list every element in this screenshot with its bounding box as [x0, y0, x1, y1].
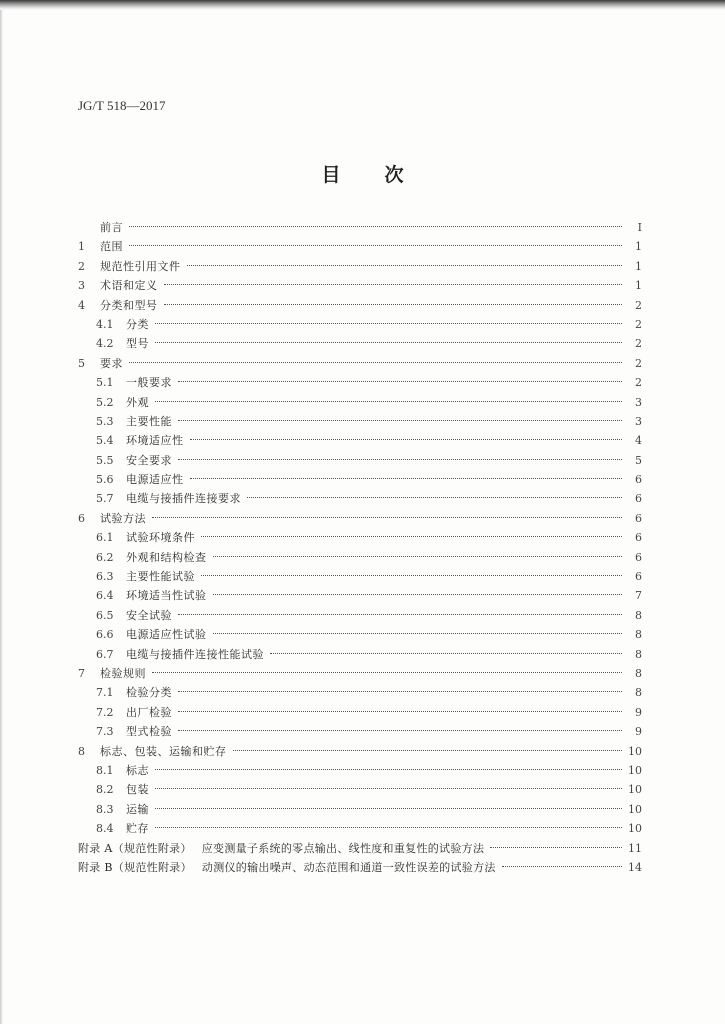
- dot-leader: [155, 401, 622, 402]
- toc-entry-number: 5.1: [96, 376, 114, 390]
- toc-entry[interactable]: [78, 373, 642, 392]
- dot-leader: [190, 478, 623, 479]
- toc-entry[interactable]: [78, 683, 642, 702]
- dot-leader: [152, 517, 622, 518]
- dot-leader: [155, 323, 622, 324]
- toc-entry-page: 8: [635, 608, 642, 622]
- toc-entry-page: Ⅰ: [637, 221, 642, 234]
- dot-leader: [129, 245, 622, 246]
- dot-leader: [187, 265, 623, 266]
- dot-leader: [270, 653, 622, 654]
- dot-leader: [490, 847, 622, 848]
- toc-entry[interactable]: [78, 761, 642, 780]
- toc-entry-number: 2: [78, 259, 85, 273]
- dot-leader: [213, 633, 623, 634]
- page-title: 目次: [321, 164, 448, 186]
- toc-entry-label: 型号: [126, 337, 149, 351]
- toc-entry-label: 主要性能试验: [126, 570, 195, 584]
- toc-entry-page: 6: [635, 570, 642, 584]
- toc-entry-label: 安全试验: [126, 608, 172, 622]
- toc-entry[interactable]: [78, 393, 642, 412]
- dot-leader: [155, 769, 622, 770]
- toc-entry-page: 10: [628, 783, 642, 797]
- toc-entry-number: 6.5: [96, 608, 114, 622]
- toc-entry-number: 6.1: [96, 531, 114, 545]
- toc-entry[interactable]: [78, 548, 642, 567]
- toc-entry-label: 一般要求: [126, 376, 172, 390]
- toc-entry-label: 电源适应性试验: [126, 628, 207, 642]
- toc-entry-number: 8.2: [96, 783, 114, 797]
- toc-entry[interactable]: [78, 276, 642, 295]
- appendix-prefix: 附录 B（规范性附录）: [78, 860, 192, 874]
- toc-entry-label: 主要性能: [126, 414, 172, 428]
- toc-entry-number: 5.6: [96, 473, 114, 487]
- toc-entry[interactable]: [78, 489, 642, 508]
- toc-entry-page: 14: [628, 860, 642, 874]
- toc-entry-label: 环境适当性试验: [126, 589, 207, 603]
- toc-entry[interactable]: [78, 412, 642, 431]
- toc-entry[interactable]: [78, 625, 642, 644]
- toc-appendix-entry[interactable]: [78, 839, 642, 858]
- toc-entry-number: 1: [78, 240, 85, 254]
- toc-entry-page: 6: [635, 473, 642, 487]
- toc-entry-page: 8: [635, 666, 642, 680]
- dot-leader: [129, 362, 622, 363]
- toc-entry-page: 10: [628, 802, 642, 816]
- toc-entry-number: 5: [78, 356, 85, 370]
- toc-entry-label: 标志: [126, 763, 149, 777]
- toc-entry-label: 检验分类: [126, 686, 172, 700]
- dot-leader: [178, 420, 622, 421]
- toc-entry-number: 7.1: [96, 686, 114, 700]
- toc-entry[interactable]: [78, 237, 642, 256]
- toc-entry-number: 8.3: [96, 802, 114, 816]
- appendix-prefix: 附录 A（规范性附录）: [78, 841, 192, 855]
- toc-entry-number: 5.4: [96, 434, 114, 448]
- dot-leader: [233, 750, 623, 751]
- dot-leader: [129, 226, 622, 227]
- dot-leader: [178, 614, 622, 615]
- toc-entry-page: 2: [635, 376, 642, 390]
- toc-entry-number: 3: [78, 279, 85, 293]
- toc-entry-label: 贮存: [126, 822, 149, 836]
- toc-entry[interactable]: [78, 218, 642, 237]
- toc-entry-page: 4: [635, 434, 642, 448]
- table-of-contents: [78, 218, 642, 877]
- toc-entry-label: 型式检验: [126, 725, 172, 739]
- toc-entry-number: 8.4: [96, 822, 114, 836]
- toc-entry-label: 范围: [100, 240, 123, 254]
- toc-entry-number: 6: [78, 511, 85, 525]
- toc-entry[interactable]: [78, 780, 642, 799]
- toc-entry-page: 9: [635, 705, 642, 719]
- toc-entry-page: 3: [635, 414, 642, 428]
- dot-leader: [155, 808, 622, 809]
- toc-entry-page: 2: [635, 298, 642, 312]
- toc-entry-label: 规范性引用文件: [100, 259, 181, 273]
- appendix-title: 动测仪的输出噪声、动态范围和通道一致性误差的试验方法: [201, 860, 496, 874]
- toc-entry[interactable]: [78, 431, 642, 450]
- toc-entry-page: 8: [635, 628, 642, 642]
- toc-entry[interactable]: [78, 722, 642, 741]
- toc-entry-page: 1: [635, 259, 642, 273]
- dot-leader: [213, 556, 623, 557]
- toc-entry[interactable]: [78, 354, 642, 373]
- dot-leader: [155, 788, 622, 789]
- toc-entry[interactable]: [78, 257, 642, 276]
- toc-entry-number: 7.2: [96, 705, 114, 719]
- toc-entry[interactable]: [78, 586, 642, 605]
- toc-entry-page: 2: [635, 317, 642, 331]
- toc-entry-label: 试验环境条件: [126, 531, 195, 545]
- toc-entry-page: 8: [635, 647, 642, 661]
- toc-entry-label: 外观: [126, 395, 149, 409]
- toc-entry-label: 要求: [100, 356, 123, 370]
- toc-entry[interactable]: [78, 703, 642, 722]
- scan-edge-top: [0, 0, 725, 10]
- toc-entry-number: 4.1: [96, 317, 114, 331]
- toc-entry[interactable]: [78, 645, 642, 664]
- toc-entry-number: 6.3: [96, 570, 114, 584]
- toc-entry-page: 2: [635, 356, 642, 370]
- toc-entry-number: 5.7: [96, 492, 114, 506]
- toc-entry[interactable]: [78, 742, 642, 761]
- dot-leader: [178, 711, 622, 712]
- toc-entry-page: 5: [635, 453, 642, 467]
- dot-leader: [178, 459, 622, 460]
- dot-leader: [247, 497, 622, 498]
- dot-leader: [164, 304, 623, 305]
- toc-entry-number: 6.6: [96, 628, 114, 642]
- toc-entry-label: 环境适应性: [126, 434, 184, 448]
- toc-entry[interactable]: [78, 567, 642, 586]
- toc-entry-label: 分类: [126, 317, 149, 331]
- toc-entry-label: 试验方法: [100, 511, 146, 525]
- toc-entry-label: 运输: [126, 802, 149, 816]
- dot-leader: [152, 672, 622, 673]
- dot-leader: [155, 342, 622, 343]
- toc-entry-number: 7: [78, 666, 85, 680]
- toc-entry[interactable]: [78, 315, 642, 334]
- toc-entry[interactable]: [78, 819, 642, 838]
- toc-entry[interactable]: [78, 296, 642, 315]
- toc-entry-page: 10: [628, 763, 642, 777]
- toc-entry-label: 术语和定义: [100, 279, 158, 293]
- toc-entry-number: 6.7: [96, 647, 114, 661]
- appendix-title: 应变测量子系统的零点输出、线性度和重复性的试验方法: [201, 841, 485, 855]
- toc-entry-number: 6.2: [96, 550, 114, 564]
- dot-leader: [178, 691, 622, 692]
- toc-entry-page: 11: [628, 841, 642, 855]
- toc-entry-number: 4: [78, 298, 85, 312]
- toc-entry-label: 电源适应性: [126, 473, 184, 487]
- toc-entry-number: 5.2: [96, 395, 114, 409]
- toc-entry-label: 电缆与接插件连接性能试验: [126, 647, 264, 661]
- toc-entry[interactable]: [78, 528, 642, 547]
- dot-leader: [178, 381, 622, 382]
- toc-entry-page: 6: [635, 492, 642, 506]
- dot-leader: [201, 575, 622, 576]
- dot-leader: [178, 730, 622, 731]
- toc-entry-number: 4.2: [96, 337, 114, 351]
- toc-entry-page: 10: [628, 744, 642, 758]
- toc-entry-page: 6: [635, 511, 642, 525]
- toc-entry-label: 安全要求: [126, 453, 172, 467]
- toc-entry-page: 10: [628, 822, 642, 836]
- toc-entry-label: 包装: [126, 783, 149, 797]
- toc-entry-label: 检验规则: [100, 666, 146, 680]
- toc-entry-label: 电缆与接插件连接要求: [126, 492, 241, 506]
- toc-entry[interactable]: [78, 606, 642, 625]
- toc-entry-page: 1: [635, 240, 642, 254]
- toc-entry-label: 外观和结构检查: [126, 550, 207, 564]
- toc-entry-number: 5.5: [96, 453, 114, 467]
- standard-code: JG/T 518—2017: [78, 98, 166, 113]
- toc-entry[interactable]: [78, 470, 642, 489]
- toc-entry[interactable]: [78, 800, 642, 819]
- toc-entry[interactable]: [78, 509, 642, 528]
- toc-entry[interactable]: [78, 334, 642, 353]
- dot-leader: [201, 536, 622, 537]
- toc-entry-label: 出厂检验: [126, 705, 172, 719]
- toc-entry-page: 6: [635, 531, 642, 545]
- dot-leader: [164, 284, 623, 285]
- toc-entry-page: 8: [635, 686, 642, 700]
- toc-entry-label: 前言: [100, 221, 123, 234]
- toc-entry[interactable]: [78, 664, 642, 683]
- toc-entry[interactable]: [78, 451, 642, 470]
- toc-entry-label: 标志、包装、运输和贮存: [100, 744, 227, 758]
- toc-entry-label: 分类和型号: [100, 298, 158, 312]
- toc-entry-number: 8.1: [96, 763, 114, 777]
- toc-entry-page: 2: [635, 337, 642, 351]
- toc-entry-page: 3: [635, 395, 642, 409]
- toc-entry-page: 7: [635, 589, 642, 603]
- toc-entry-page: 1: [635, 279, 642, 293]
- dot-leader: [190, 439, 623, 440]
- toc-entry-number: 8: [78, 744, 85, 758]
- toc-appendix-entry[interactable]: [78, 858, 642, 877]
- toc-entry-page: 6: [635, 550, 642, 564]
- toc-entry-number: 7.3: [96, 725, 114, 739]
- dot-leader: [502, 866, 622, 867]
- toc-entry-page: 9: [635, 725, 642, 739]
- dot-leader: [213, 594, 623, 595]
- dot-leader: [155, 827, 622, 828]
- toc-entry-number: 6.4: [96, 589, 114, 603]
- toc-entry-number: 5.3: [96, 414, 114, 428]
